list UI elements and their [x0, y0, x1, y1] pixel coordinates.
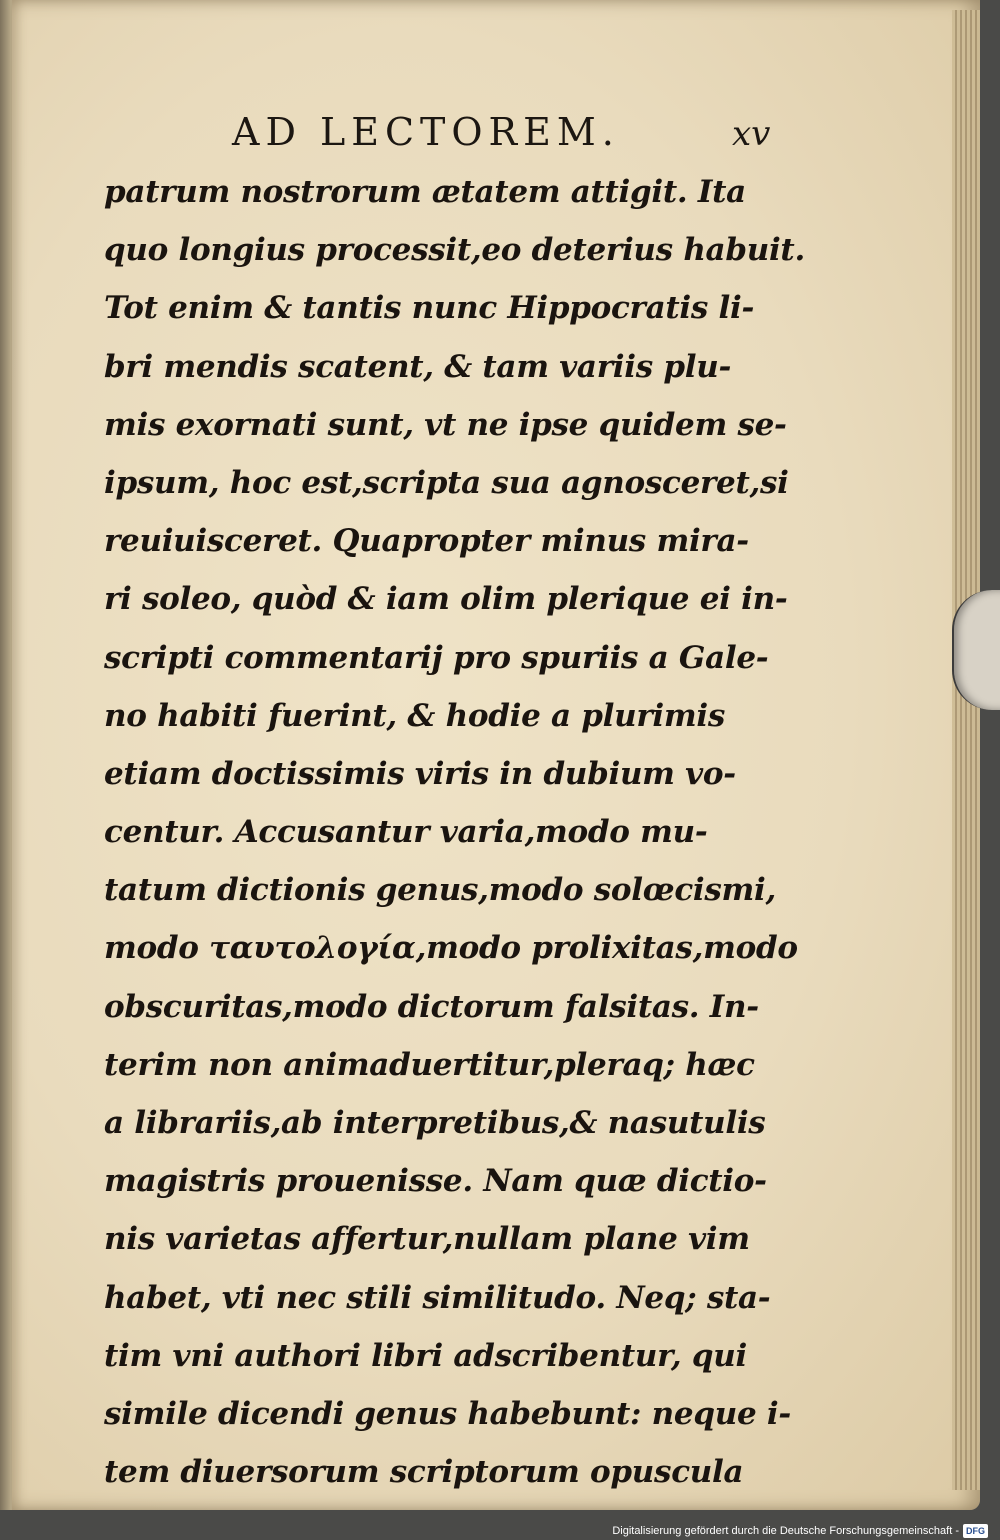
text-line: simile dicendi genus habebunt: neque i-: [104, 1395, 791, 1432]
running-head: AD LECTOREM.: [232, 110, 620, 154]
text-line: patrum nostrorum ætatem attigit. Ita: [104, 174, 746, 210]
text-line: no habiti fuerint, & hodie a plurimis: [104, 697, 725, 734]
text-line: terim non animaduertitur,pleraq; hæc: [104, 1046, 755, 1083]
text-line: quo longius processit,eo deterius habuit.: [104, 232, 805, 269]
text-line: a librariis,ab interpretibus,& nasutulis: [104, 1105, 766, 1141]
text-line: nis varietas affertur,nullam plane vim: [104, 1221, 750, 1258]
text-line: ri soleo, quòd & iam olim plerique ei in-: [104, 581, 788, 618]
text-line: tatum dictionis genus,modo solœcismi,: [104, 872, 777, 909]
text-line: reuiuisceret. Quapropter minus mira-: [104, 523, 749, 560]
digitization-credit: [612, 1524, 988, 1538]
credit-text: Digitalisierung gefördert durch die Deutsche Forschungsgemeinschaft -: [612, 1525, 959, 1537]
page-leaf-edges: [952, 10, 980, 1490]
text-line: habet, vti nec stili similitudo. Neq; sta-: [104, 1279, 771, 1316]
text-line: centur. Accusantur varia,modo mu-: [104, 814, 708, 851]
text-line: modo ταυτολογία,modo prolixitas,modo: [104, 930, 798, 967]
book-page: [12, 0, 980, 1510]
text-line: bri mendis scatent, & tam variis plu-: [104, 348, 732, 385]
text-line: etiam doctissimis viris in dubium vo-: [104, 755, 736, 792]
dfg-logo: DFG: [963, 1524, 988, 1538]
text-line: obscuritas,modo dictorum falsitas. In-: [104, 988, 759, 1025]
text-line: ipsum, hoc est,scripta sua agnosceret,si: [104, 464, 789, 501]
page-number: xv: [732, 114, 771, 154]
text-line: scripti commentarij pro spuriis a Gale-: [104, 639, 769, 676]
page-clip-tab: [952, 590, 1000, 710]
text-line: tem diuersorum scriptorum opuscula: [104, 1454, 744, 1491]
body-text: [104, 163, 805, 1501]
text-line: magistris prouenisse. Nam quæ dictio-: [104, 1163, 767, 1200]
text-line: mis exornati sunt, vt ne ipse quidem se-: [104, 406, 787, 443]
text-line: Tot enim & tantis nunc Hippocratis li-: [104, 290, 755, 327]
text-line: tim vni authori libri adscribentur, qui: [104, 1337, 747, 1374]
